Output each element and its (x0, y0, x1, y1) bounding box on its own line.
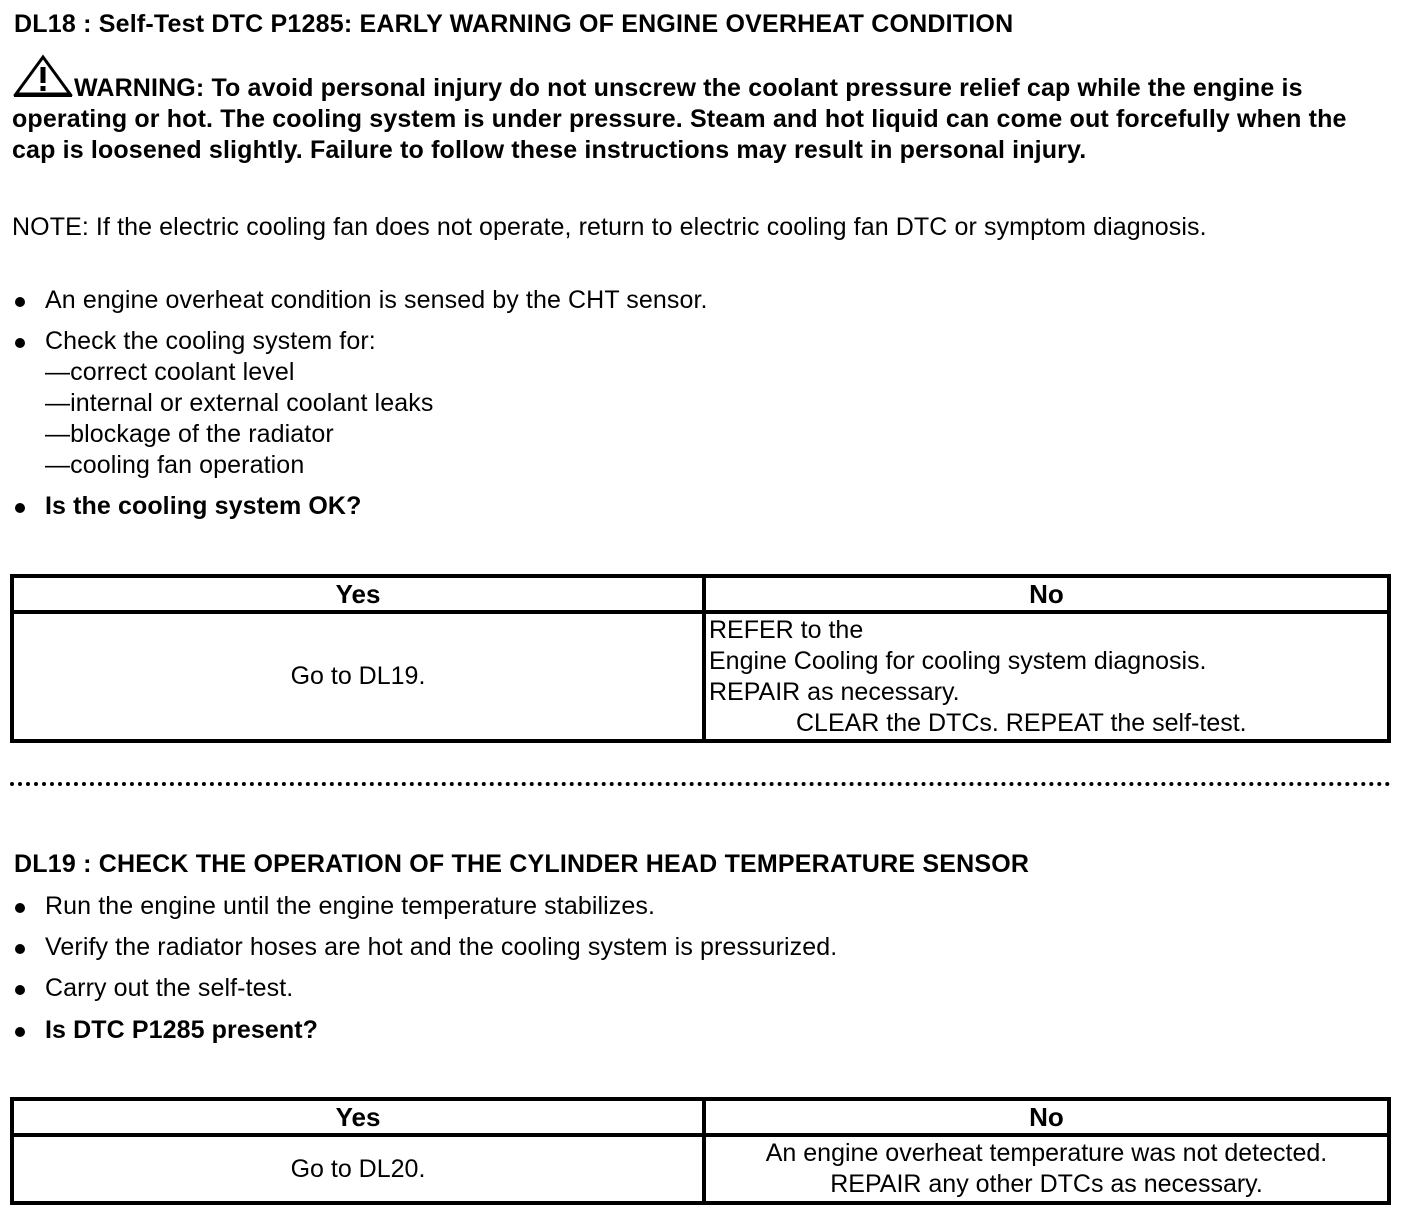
yes-cell: Go to DL19. (12, 612, 704, 741)
warning-text: WARNING: To avoid personal injury do not unscrew the coolant pressure relief cap while the engine is operating or hot. The cooling system is under pressure. Steam and hot liquid can come out forcefully when the cap is loosened slightly. Failure to follow these instructions may result in personal injury. (12, 74, 1347, 164)
bullet-icon (15, 1027, 25, 1037)
question-text: Is DTC P1285 present? (45, 1016, 319, 1044)
dl19-heading: DL19 : CHECK THE OPERATION OF THE CYLINDER HEAD TEMPERATURE SENSOR (14, 850, 1030, 878)
no-header: No (704, 1099, 1389, 1135)
yes-header: Yes (12, 576, 704, 612)
no-line: Engine Cooling for cooling system diagnosis. (709, 646, 1207, 675)
bullet-icon (15, 503, 25, 513)
dl19-decision-table (10, 1097, 1391, 1205)
no-line: REFER to the (709, 615, 864, 644)
warning-block (12, 54, 1392, 166)
dl18-heading: DL18 : Self-Test DTC P1285: EARLY WARNING OF ENGINE OVERHEAT CONDITION (14, 10, 1014, 38)
question-text: Is the cooling system OK? (45, 492, 362, 520)
bullet-icon (15, 297, 25, 307)
note-text: NOTE: If the electric cooling fan does not operate, return to electric cooling fan DTC or symptom diagnosis. (12, 213, 1207, 241)
dl18-decision-table (10, 574, 1391, 743)
bullet-text: Verify the radiator hoses are hot and the cooling system is pressurized. (45, 933, 838, 961)
bullet-text: An engine overheat condition is sensed by the CHT sensor. (45, 286, 708, 314)
no-line: REPAIR as necessary. (709, 677, 960, 706)
checklist-item: —internal or external coolant leaks (45, 389, 434, 417)
no-header: No (704, 576, 1389, 612)
no-cell (704, 612, 1389, 741)
no-line: An engine overheat temperature was not detected. (765, 1139, 1328, 1167)
bullet-icon (15, 338, 25, 348)
checklist-item: —cooling fan operation (45, 451, 305, 479)
bullet-text: Check the cooling system for: (45, 327, 376, 355)
no-cell (704, 1135, 1389, 1203)
bullet-text: Run the engine until the engine temperature stabilizes. (45, 892, 656, 920)
bullet-text: Carry out the self-test. (45, 974, 294, 1002)
no-line: REPAIR any other DTCs as necessary. (830, 1170, 1263, 1198)
warning-triangle-icon (12, 54, 74, 98)
section-divider (10, 782, 1391, 786)
yes-header: Yes (12, 1099, 704, 1135)
checklist-item: —correct coolant level (45, 358, 295, 386)
no-line: CLEAR the DTCs. REPEAT the self-test. (796, 708, 1247, 737)
bullet-icon (15, 903, 25, 913)
bullet-icon (15, 985, 25, 995)
bullet-icon (15, 944, 25, 954)
yes-cell: Go to DL20. (12, 1135, 704, 1203)
checklist-item: —blockage of the radiator (45, 420, 334, 448)
